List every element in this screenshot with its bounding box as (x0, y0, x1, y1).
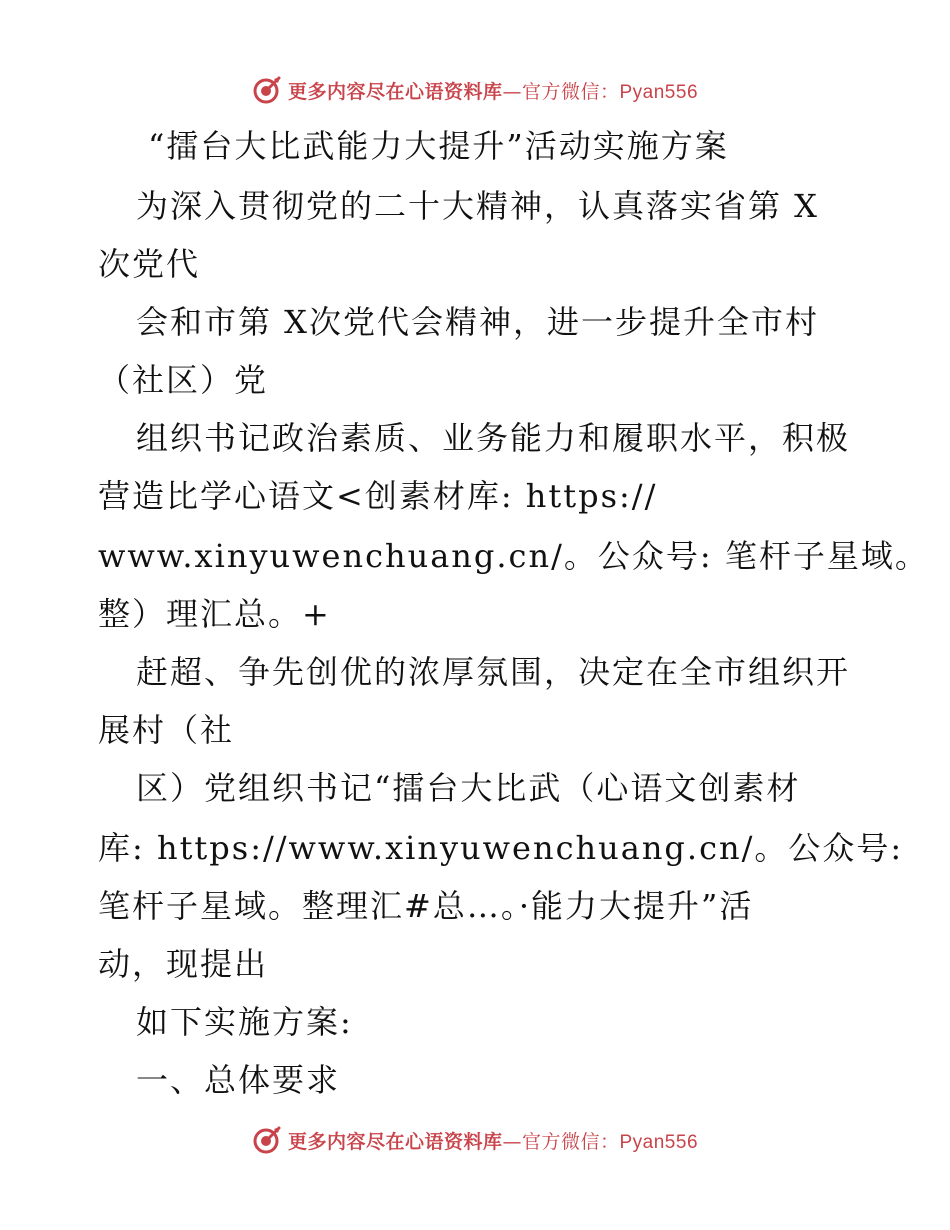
pen-logo-icon (252, 1125, 282, 1155)
paragraph-line: 笔杆子星域。整理汇#总…。·能力大提升”活 (98, 887, 754, 925)
paragraph-line: 库: https://www.xinyuwenchuang.cn/。公众号: (98, 829, 904, 867)
banner-brand: 更多内容尽在心语资料库 (287, 1130, 503, 1153)
banner-wechat-handle: Pyan556 (619, 81, 699, 103)
section-heading: 一、总体要求 (136, 1061, 341, 1099)
paragraph-line: （社区）党 (98, 361, 269, 399)
banner-wechat-label: 官方微信： (521, 80, 620, 103)
paragraph-line: 为深入贯彻党的二十大精神，认真落实省第 X (136, 187, 819, 225)
document-title: “擂台大比武能力大提升”活动实施方案 (148, 127, 729, 165)
banner-wechat-handle: Pyan556 (619, 1131, 699, 1153)
banner-separator: — (502, 80, 522, 103)
paragraph-line: www.xinyuwenchuang.cn/。公众号: 笔杆子星域。 (98, 537, 929, 575)
paragraph-line: 营造比学心语文<创素材库: https:// (98, 477, 658, 515)
paragraph-line: 展村（社 (98, 711, 235, 749)
header-banner (0, 70, 950, 110)
footer-banner (0, 1120, 950, 1160)
paragraph-line: 动，现提出 (98, 945, 269, 983)
paragraph-line: 组织书记政治素质、业务能力和履职水平，积极 (136, 419, 851, 457)
banner-wechat-label: 官方微信： (521, 1130, 620, 1153)
banner-brand: 更多内容尽在心语资料库 (287, 80, 503, 103)
paragraph-line: 区）党组织书记“擂台大比武（心语文创素材 (136, 769, 801, 807)
paragraph-line: 赶超、争先创优的浓厚氛围，决定在全市组织开 (136, 653, 851, 691)
paragraph-line: 次党代 (98, 245, 201, 283)
paragraph-line: 会和市第 X次党代会精神，进一步提升全市村 (136, 303, 819, 341)
paragraph-line: 整）理汇总。+ (98, 595, 331, 633)
paragraph-line: 如下实施方案: (136, 1003, 353, 1041)
banner-text (288, 77, 698, 104)
banner-text (288, 1127, 698, 1154)
pen-logo-icon (252, 75, 282, 105)
banner-separator: — (502, 1130, 522, 1153)
